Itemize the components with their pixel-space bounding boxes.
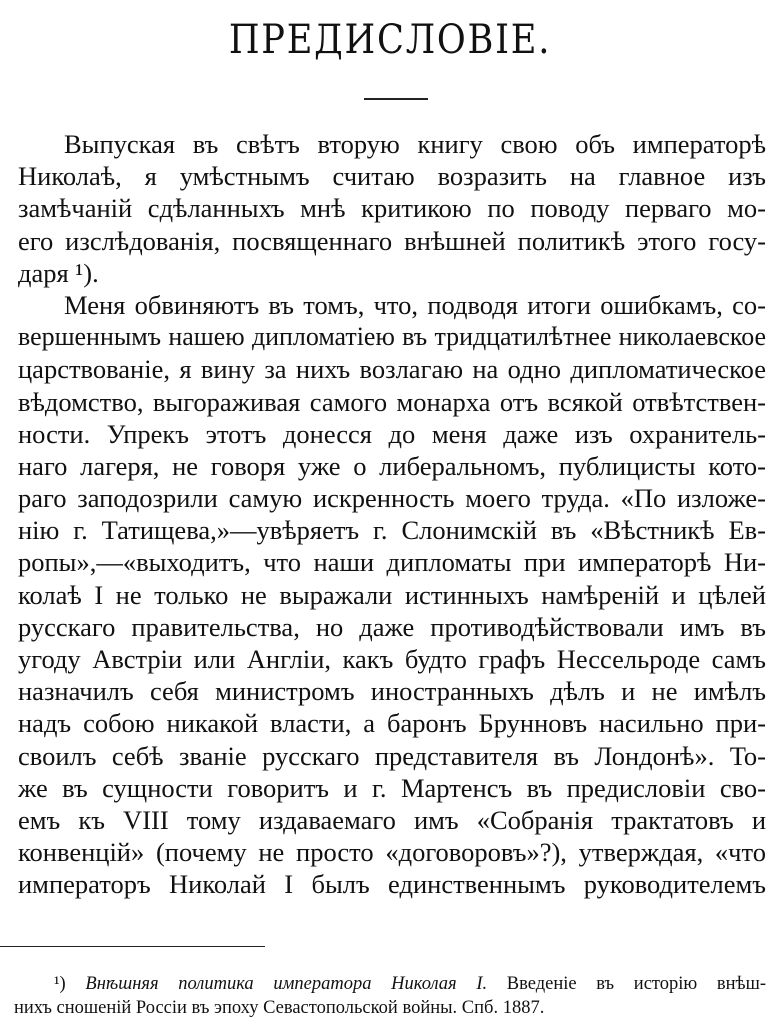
text-line: нію г. Татищева,»—увѣряетъ г. Слонимскій въ «Вѣстникѣ Ев- xyxy=(18,515,766,546)
text-line: вѣдомство, выгораживая самого монарха отъ всякой отвѣтствен- xyxy=(18,386,766,417)
title-divider xyxy=(364,98,428,100)
footnote-divider xyxy=(0,946,265,947)
text-line: вершеннымъ нашею дипломатіею въ тридцатилѣтнее николаевское xyxy=(18,322,766,352)
text-line: Меня обвиняютъ въ томъ, что, подводя итоги ошибкамъ, со- xyxy=(64,289,766,320)
text-line: раго заподозрили самую искренность моего труда. «По изложе- xyxy=(18,483,766,514)
text-line: замѣчаній сдѣланныхъ мнѣ критикою по поводу перваго мо- xyxy=(18,193,766,224)
text-line: назначилъ себя министромъ иностранныхъ дѣлъ и не имѣлъ xyxy=(18,676,766,707)
footnote-line xyxy=(14,972,766,996)
text-line: ности. Упрекъ этотъ донесся до меня даже изъ охранитель- xyxy=(18,418,766,449)
page-title: ПРЕДИСЛОВІЕ. xyxy=(228,17,552,63)
text-line: царствованіе, я вину за нихъ возлагаю на одно дипломатическое xyxy=(18,354,766,385)
footnote-text: Введеніе въ исторію внѣш- xyxy=(506,974,766,994)
text-line: емъ къ VIII тому издаваемаго имъ «Собранія трактатовъ и xyxy=(18,804,766,835)
text-line: русскаго правительства, но даже противодѣйствовали имъ въ xyxy=(18,611,766,642)
footnote xyxy=(14,972,766,1020)
text-line: колаѣ I не только не выражали истинныхъ намѣреній и цѣлей xyxy=(18,579,766,610)
text-line: своилъ себѣ званіе русскаго представителя въ Лондонѣ». То- xyxy=(18,740,766,771)
text-line: его изслѣдованія, посвященнаго внѣшней политикѣ этого госу- xyxy=(18,225,766,256)
text-line: Выпуская въ свѣтъ вторую книгу свою объ императорѣ xyxy=(64,129,766,159)
text-line: надъ собою никакой власти, а баронъ Брунновъ насильно при- xyxy=(18,708,766,739)
footnote-line: нихъ сношеній Россіи въ эпоху Севастопольской войны. Спб. 1887. xyxy=(14,998,545,1018)
text-line: наго лагеря, не говоря уже о либеральномъ, публицисты кото- xyxy=(18,450,766,481)
text-line: ропы»,—«выходитъ, что наши дипломаты при императорѣ Ни- xyxy=(18,547,766,578)
text-line: даря ¹). xyxy=(18,257,99,288)
footnote-source-title: Внѣшняя политика императора Николая I. xyxy=(85,974,488,994)
text-line: Николаѣ, я умѣстнымъ считаю возразить на главное изъ xyxy=(18,161,766,192)
text-line: императоръ Николай I былъ единственнымъ руководителемъ xyxy=(18,869,766,900)
text-line: угоду Австріи или Англіи, какъ будто графъ Нессельроде самъ xyxy=(18,644,766,674)
body-text xyxy=(18,128,766,901)
text-line: конвенцій» (почему не просто «договоровъ»?), утверждая, «что xyxy=(18,837,766,868)
footnote-marker: ¹) xyxy=(54,974,66,994)
text-line: же въ сущности говоритъ и г. Мартенсъ въ предисловіи сво- xyxy=(18,772,766,803)
